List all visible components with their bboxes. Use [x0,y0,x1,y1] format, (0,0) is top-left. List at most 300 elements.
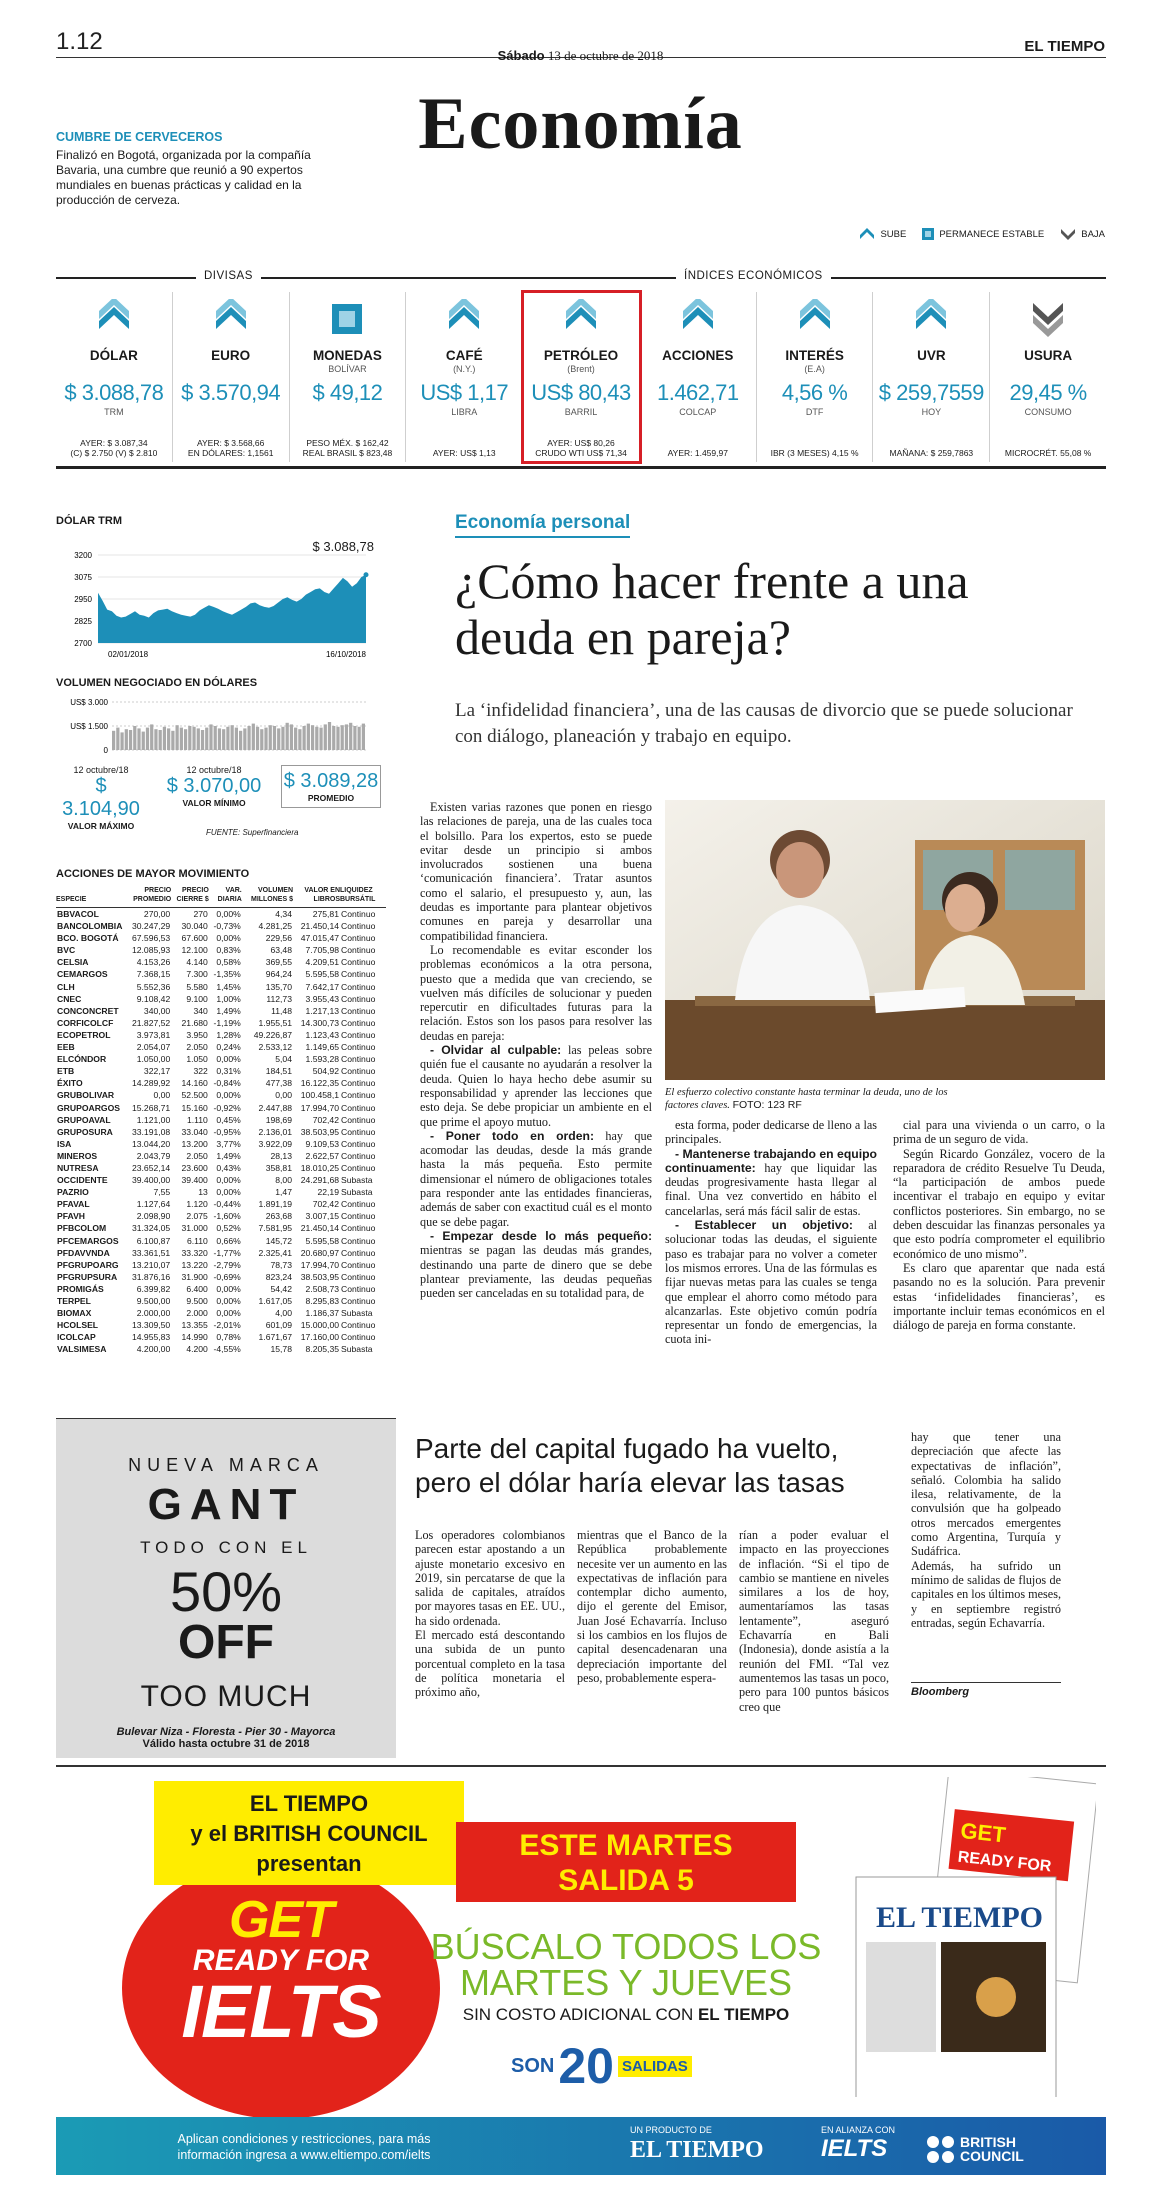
volume-bar [125,729,128,750]
indicator-unit: DTF [805,407,824,417]
table-row[interactable] [56,1319,386,1331]
paragraph-lead: - Empezar desde lo más pequeño: [430,1228,652,1243]
paragraph: Lo recomendable es evitar esconder los problemas económicos a la otra persona, puesto que a medida que van creciendo, se vuelven más difíciles de solucionar y pueden repercutir en dificultades futuras para la relación. Estos son los pasos para resolver las deudas en pareja: [420,942,652,1043]
table-cell: Continuo [341,1102,376,1113]
table-cell: 0,43% [216,1162,241,1173]
indicator-uvr[interactable] [873,292,990,462]
table-cell: PFCEMARGOS [57,1235,119,1246]
table-cell: 3.973,81 [136,1029,171,1040]
table-cell: 4.153,26 [136,957,171,968]
indicator-unit: HOY [921,407,942,417]
table-cell: 23.652,14 [131,1162,171,1173]
indicators-header [56,270,1106,284]
table-cell: 23.600 [181,1162,208,1173]
volume-bar [319,728,322,750]
paragraph-body: hay que liquidar las deudas progresivamente hasta llegar al final. Una vez convertido en hábito el cancelarlas, será más fácil salir de estas. [665,1160,877,1218]
table-cell: -1,77% [213,1247,241,1258]
get-ready-badge: GET READY FOR IELTS [122,1857,440,2119]
table-cell: 1.186,37 [305,1308,339,1319]
table-cell: 270,00 [143,909,171,919]
table-row[interactable] [56,908,386,921]
table-cell: 18.010,25 [300,1162,339,1173]
table-cell: 198,69 [265,1114,292,1125]
table-row[interactable] [56,944,386,956]
table-cell: 33.191,08 [131,1126,171,1137]
indicator-monedas[interactable] [290,292,407,462]
table-cell: ÉXITO [57,1078,83,1089]
table-row[interactable] [56,1331,386,1343]
paragraph [665,1218,877,1347]
table-row[interactable] [56,1089,386,1101]
table-row[interactable] [56,1307,386,1319]
volume-bar [214,726,217,750]
y-tick-label: 3075 [74,573,92,582]
store-logo: TOO MUCH [140,1680,312,1713]
indicator-footnote: MAÑANA: $ 259,7863 [889,448,974,458]
table-cell: 3.950 [186,1029,208,1040]
chart-title: DÓLAR TRM [56,515,122,527]
table-row[interactable] [56,1102,386,1114]
table-cell: 4.281,25 [258,921,292,932]
table-cell: 31.000 [181,1223,208,1234]
table-cell: 15.268,71 [131,1102,171,1113]
volume-bar [188,726,191,750]
table-row[interactable] [56,993,386,1005]
table-row[interactable] [56,1041,386,1053]
table-row[interactable] [56,1162,386,1174]
table-cell: 9.108,42 [136,993,171,1004]
table-cell: -0,44% [213,1199,241,1210]
table-cell: 1,47 [275,1187,292,1198]
table-cell: 8.295,83 [305,1296,339,1306]
table-cell: 1.123,43 [305,1029,339,1040]
volume-bar [243,728,246,750]
legend-down: BAJA [1060,228,1105,240]
table-cell: Continuo [341,921,376,932]
table-row[interactable] [56,1005,386,1017]
table-cell: 3.955,43 [305,993,339,1004]
table-cell: CLH [57,981,75,992]
table-cell: 20.680,97 [300,1247,339,1258]
table-cell: Continuo [341,1199,376,1210]
table-cell: -1,19% [213,1017,241,1028]
volume-bar [358,727,361,750]
table-cell: 9.500,00 [136,1296,171,1306]
table-cell: 14.955,83 [131,1332,171,1343]
table-cell: 5,04 [275,1054,292,1065]
volume-bar [294,728,297,750]
table-cell: VALSIMESA [57,1344,107,1355]
table-cell: Continuo [341,1332,376,1343]
table-cell: PFBCOLOM [57,1223,107,1234]
table-row[interactable] [56,1210,386,1222]
table-cell: 3.007,15 [305,1211,339,1222]
table-cell: 30.247,29 [131,921,171,932]
table-cell: 1.217,13 [305,1005,339,1016]
table-cell: 17.994,70 [300,1102,339,1113]
table-cell: 30.040 [181,921,208,932]
table-cell: 1.050 [186,1054,208,1065]
article-headline[interactable]: ¿Cómo hacer frente a una deuda en pareja? [455,553,969,665]
news-brief [56,130,326,208]
table-cell: 477,38 [265,1078,292,1089]
volume-bar [315,727,318,750]
y-tick-label: 2950 [74,595,92,604]
indicator-value: 29,45 % [1009,380,1087,405]
paper-masthead: EL TIEMPO [876,1901,1043,1934]
indicator-value: $ 3.088,78 [64,380,164,405]
table-cell: 4.200 [186,1344,208,1355]
indicator-sub [173,364,289,376]
table-cell: -0,92% [213,1102,241,1113]
table-row[interactable] [56,1174,386,1186]
table-cell: 15.160 [181,1102,208,1113]
table-cell: 9.100 [186,993,208,1004]
table-cell: 17.160,00 [300,1332,339,1343]
table-cell: 24.291,68 [300,1175,339,1186]
volume-bar [184,729,187,750]
indicator-dólar[interactable] [56,292,173,462]
table-cell: Continuo [341,1271,376,1282]
table-cell: PFAVH [57,1211,86,1222]
table-cell: ELCÓNDOR [57,1054,107,1065]
table-cell: 184,51 [265,1066,292,1077]
paragraph-lead: - Establecer un objetivo: [675,1218,853,1233]
masthead-brand[interactable]: EL TIEMPO [1024,38,1105,55]
volume-bar [290,724,293,750]
table-cell: 0,00 [275,1090,292,1101]
table-cell: Continuo [341,1126,376,1137]
y-tick-label: US$ 1.500 [70,722,108,731]
arrow-up-icon [97,299,131,339]
table-cell: 0,00% [216,1175,241,1186]
table-cell: 112,73 [266,993,292,1004]
table-row[interactable] [56,1053,386,1065]
x-tick-label: 02/01/2018 [108,650,149,659]
newspaper-stack-image [846,1777,1096,2097]
table-cell: 5.595,58 [305,1235,339,1246]
table-row[interactable] [56,968,386,980]
table-cell: Continuo [341,1017,376,1028]
indicator-interés[interactable] [757,292,874,462]
offer-validity: Válido hasta octubre 31 de 2018 [142,1738,310,1750]
brief-text: Finalizó en Bogotá, organizada por la compañía Bavaria, una cumbre que reunió a 90 expertos mundiales en buenas prácticas y calidad en la producción de cerveza. [56,148,311,207]
article-column-1 [420,800,652,1410]
arrow-up-icon [798,299,832,339]
table-cell: Continuo [341,1066,376,1077]
table-row[interactable] [56,1295,386,1307]
volume-bar [222,729,225,750]
volume-bar [146,728,149,750]
table-row[interactable] [56,1065,386,1077]
table-cell: BCO. BOGOTÁ [57,933,119,944]
table-cell: 21.827,52 [131,1017,171,1028]
table-cell: 1.110 [186,1114,208,1125]
table-cell: 275,81 [312,909,339,919]
table-cell: -4,55% [213,1344,241,1355]
legend-up: SUBE [859,228,906,240]
table-cell: 6.400 [186,1283,208,1294]
indicator-sub [990,364,1106,376]
table-cell: 2.050 [186,1150,208,1161]
y-tick-label: 0 [103,746,108,755]
arrow-up-icon [859,228,875,240]
paragraph [420,1129,652,1229]
table-cell: 39.400 [181,1175,208,1186]
arrow-up-icon [214,299,248,339]
article-deck: La ‘infidelidad financiera’, una de las causas de divorcio que se puede solucionar con diálogo, planeación y trabajo en equipo. [455,700,1073,747]
table-cell: 340,00 [143,1005,171,1016]
indicator-café[interactable] [406,292,523,462]
table-cell: -1,35% [213,969,241,980]
volume-bar [133,726,136,750]
table-cell: 0,00% [216,1054,241,1065]
volume-bar [142,732,145,750]
table-row[interactable] [56,1138,386,1150]
table-cell: 67.600 [181,933,208,944]
section-title: Economía [418,83,743,165]
paragraph: esta forma, poder dedicarse de lleno a las principales. [665,1118,877,1147]
stocks-header: VAR. DIARIA [209,886,242,908]
table-row[interactable] [56,920,386,932]
table-row[interactable] [56,1283,386,1295]
table-row[interactable] [56,981,386,993]
volume-bar [231,725,234,750]
volume-title: VOLUMEN NEGOCIADO EN DÓLARES [56,677,258,689]
volume-bar [349,723,352,750]
table-cell: 135,70 [265,981,292,992]
table-cell: 15,78 [270,1344,292,1355]
couple-photo [665,800,1105,1080]
volume-bar [209,724,212,750]
table-cell: BVC [57,945,76,956]
volume-bar [154,729,157,750]
table-cell: 78,73 [270,1259,292,1270]
table-cell: 2.000 [186,1308,208,1319]
trend-legend [859,228,1105,240]
page-number: 1.12 [56,28,103,55]
indicator-name: EURO [211,348,251,363]
table-cell: PFAVAL [57,1199,90,1210]
table-cell: 0,00% [216,1090,241,1101]
table-cell: NUTRESA [57,1162,99,1173]
table-cell: 702,42 [312,1114,339,1125]
ielts-ad[interactable] [56,1765,1106,2175]
volume-bar [264,728,267,750]
discount-percent: 50% [169,1560,283,1623]
table-cell: 0,58% [216,957,241,968]
table-cell: Continuo [341,993,376,1004]
table-cell: 7.300 [186,969,208,980]
volume-bar [332,726,335,750]
table-cell: CORFICOLCF [57,1017,114,1028]
table-cell: 5.580 [186,981,208,992]
presenters-box: EL TIEMPO y el BRITISH COUNCIL presentan [154,1781,464,1885]
volume-bar [269,725,272,750]
table-cell: 8.205,35 [305,1344,339,1355]
paragraph: Según Ricardo González, vocero de la reparadora de crédito Resuelve Tu Deuda, “la participación de ambos puede incentivar el trabajo en equipo y evitar conflictos posteriores. Sin embargo, no se deben descuidar las finanzas personales ya que esto podría comprometer el equilibrio económico de uno mismo”. [893,1146,1105,1261]
table-cell: 1.050,00 [136,1054,171,1065]
volume-bar [286,723,289,750]
indicator-footnote: AYER: $ 3.568,66 EN DÓLARES: 1,1561 [187,438,274,458]
volume-bar [345,724,348,750]
volume-bar [167,728,170,750]
volume-bar [201,730,204,750]
schedule-text: BÚSCALO TODOS LOS MARTES Y JUEVES [430,1926,822,2003]
indicator-euro[interactable] [173,292,290,462]
indicator-value: 4,56 % [781,380,848,405]
volume-bar [336,727,339,750]
table-cell: Continuo [341,1259,376,1270]
table-cell: TERPEL [57,1296,91,1306]
article2-column-2: mientras que el Banco de la República probablemente necesite ver un aumento en las expectativas de inflación para contemplar dicho aumento, dijo el gerente del Emisor, Juan José Echavarría. Incluso si los cambios en los flujos de capital desencadenaran una depreciación importante del peso, probablemente espera- [577,1528,727,1685]
table-cell: 2.043,79 [136,1150,171,1161]
article2-headline[interactable]: Parte del capital fugado ha vuelto, pero el dólar haría elevar las tasas [415,1433,845,1498]
table-cell: BANCOLOMBIA [57,921,123,932]
gant-ad[interactable] [56,1418,396,1758]
indicator-footnote: AYER: 1.459,97 [667,448,728,458]
indicator-usura[interactable] [990,292,1106,462]
table-cell: 1.671,67 [258,1332,292,1343]
indices-label: ÍNDICES ECONÓMICOS [676,270,831,282]
indicator-acciones[interactable] [640,292,757,462]
table-cell: 964,24 [265,969,292,980]
y-tick-label: 2825 [74,617,92,626]
table-row[interactable] [56,1259,386,1271]
table-cell: Continuo [341,933,376,944]
table-cell: CNEC [57,993,82,1004]
table-cell: 1.955,51 [258,1017,292,1028]
table-cell: 7.581,95 [258,1223,292,1234]
article2-column-4: hay que tener una depreciación que afecte las expectativas de inflación”, señaló. Colombia ha salido ilesa, relativamente, de la convulsión que ha golpeado otros mercados emergentes como Argentina, Turquía y Sudáfrica. Además, ha sufrido un mínimo de salidas de flujos de capitales en los últimos meses, y en septiembre registró entradas, según Echavarría. [911,1430,1061,1630]
table-row[interactable] [56,1114,386,1126]
table-cell: 31.324,05 [131,1223,171,1234]
table-cell: 1.120 [186,1199,208,1210]
table-cell: 31.900 [181,1271,208,1282]
table-cell: 7,55 [153,1187,171,1198]
table-cell: 0,52% [216,1223,241,1234]
table-cell: 3,77% [216,1138,241,1149]
table-cell: 2.622,57 [305,1150,339,1161]
table-cell: Subasta [341,1175,373,1186]
article-column-3 [893,1118,1105,1410]
table-cell: ECOPETROL [57,1029,111,1040]
volume-bar [112,731,115,750]
table-cell: Continuo [341,909,376,919]
y-tick-label: 2700 [74,639,92,648]
table-cell: 15.000,00 [300,1320,339,1331]
table-cell: 0,00% [216,909,241,919]
table-cell: 52.500 [181,1090,208,1101]
table-cell: 11,48 [271,1005,292,1016]
table-row[interactable] [56,1222,386,1234]
table-cell: -1,60% [213,1211,241,1222]
table-cell: Continuo [341,1114,376,1125]
table-cell: 39.400,00 [131,1175,171,1186]
conditions-text[interactable]: Aplican condiciones y restricciones, para más información ingresa a www.eltiempo.com/ielts [177,2132,431,2162]
table-cell: 21.450,14 [300,1223,339,1234]
trm-chart [56,533,376,673]
table-cell: Continuo [341,1283,376,1294]
table-row[interactable] [56,1343,386,1355]
ad-line1: NUEVA MARCA [128,1455,324,1475]
paragraph [665,1147,877,1218]
volume-bar [307,724,310,750]
indicator-petróleo[interactable] [523,292,640,462]
table-row[interactable] [56,1017,386,1029]
table-row[interactable] [56,1150,386,1162]
table-cell: CELSIA [57,957,89,968]
indicator-unit: LIBRA [451,407,478,417]
volume-bar [176,725,179,750]
table-row[interactable] [56,1271,386,1283]
table-cell: PFGRUPOARG [57,1259,119,1270]
table-cell: Continuo [341,1054,376,1065]
table-cell: Continuo [341,1138,376,1149]
volume-bar [129,730,132,750]
table-cell: Continuo [341,1247,376,1258]
table-cell: 6.100,87 [136,1235,171,1246]
stocks-header: ESPECIE [56,886,123,908]
table-cell: 67.596,53 [131,933,171,944]
y-tick-label: US$ 3.000 [70,698,108,707]
table-cell: 229,56 [265,933,292,944]
table-cell: 1.149,65 [305,1042,339,1053]
table-cell: 28,13 [270,1150,292,1161]
volume-bar [281,727,284,750]
discount-off: OFF [178,1616,274,1669]
table-row[interactable] [56,1198,386,1210]
indicator-name: USURA [1024,348,1073,363]
issues-count: SON 20 SALIDAS [511,2037,692,2095]
article-column-2 [665,1118,877,1410]
article2-column-3: rían a poder evaluar el impacto en las proyecciones de inflación. “Si el tipo de cambio se mantiene en niveles similares a los de hoy, aumentaríamos las tasas lentamente”, aseguró Echavarría en Bali (Indonesia), donde asistía a la reunión del FMI. “Tal vez aumentemos las tasas un poco, pero para 100 puntos básicos creo que [739,1528,889,1714]
table-row[interactable] [56,932,386,944]
table-row[interactable] [56,956,386,968]
table-cell: 1.617,05 [258,1296,292,1306]
table-row[interactable] [56,1029,386,1041]
table-cell: 4,00 [275,1308,292,1319]
table-cell: 823,24 [265,1271,292,1282]
table-row[interactable] [56,1247,386,1259]
table-cell: BBVACOL [57,909,99,919]
table-row[interactable] [56,1235,386,1247]
table-row[interactable] [56,1126,386,1138]
svg-text:GET: GET [959,1817,1007,1848]
article2-column-1: Los operadores colombianos parecen estar apostando a un ajuste monetario excesivo en 2019, sin percatarse de que la salida de capitales, atraídos por mayores tasas en EE. UU., ha sido ordenada. El mercado está descontando una subida de un punto porcentual completo en la tasa de política monetaria el próximo año, [415,1528,565,1700]
volume-bar [120,732,123,750]
table-cell: -0,84% [213,1078,241,1089]
paragraph-body: hay que acomodar las deudas, desde la más grande hasta la más pequeña. Esto permite dimensionar el número de obligaciones totales para responder ante las entidades financieras, además de saber con exactitud cuál es el monto que se debe pagar. [420,1128,652,1229]
table-cell: 14.289,92 [131,1078,171,1089]
source-note: FUENTE: Superfinanciera [206,828,299,837]
table-row[interactable] [56,1077,386,1089]
volume-bar [256,727,259,750]
article-kicker[interactable]: Economía personal [455,512,630,538]
y-tick-label: 3200 [74,551,92,560]
volume-bar [171,731,174,750]
table-cell: Continuo [341,957,376,968]
table-row[interactable] [56,1186,386,1198]
table-cell: GRUBOLIVAR [57,1090,115,1101]
brief-title: CUMBRE DE CERVECEROS [56,130,223,144]
legend-stable: PERMANECE ESTABLE [922,228,1044,240]
table-cell: 1.593,28 [305,1054,339,1065]
table-cell: 9.109,53 [305,1138,339,1149]
table-cell: 16.122,35 [300,1078,339,1089]
table-cell: 358,81 [265,1162,292,1173]
table-cell: 0,31% [216,1066,241,1077]
